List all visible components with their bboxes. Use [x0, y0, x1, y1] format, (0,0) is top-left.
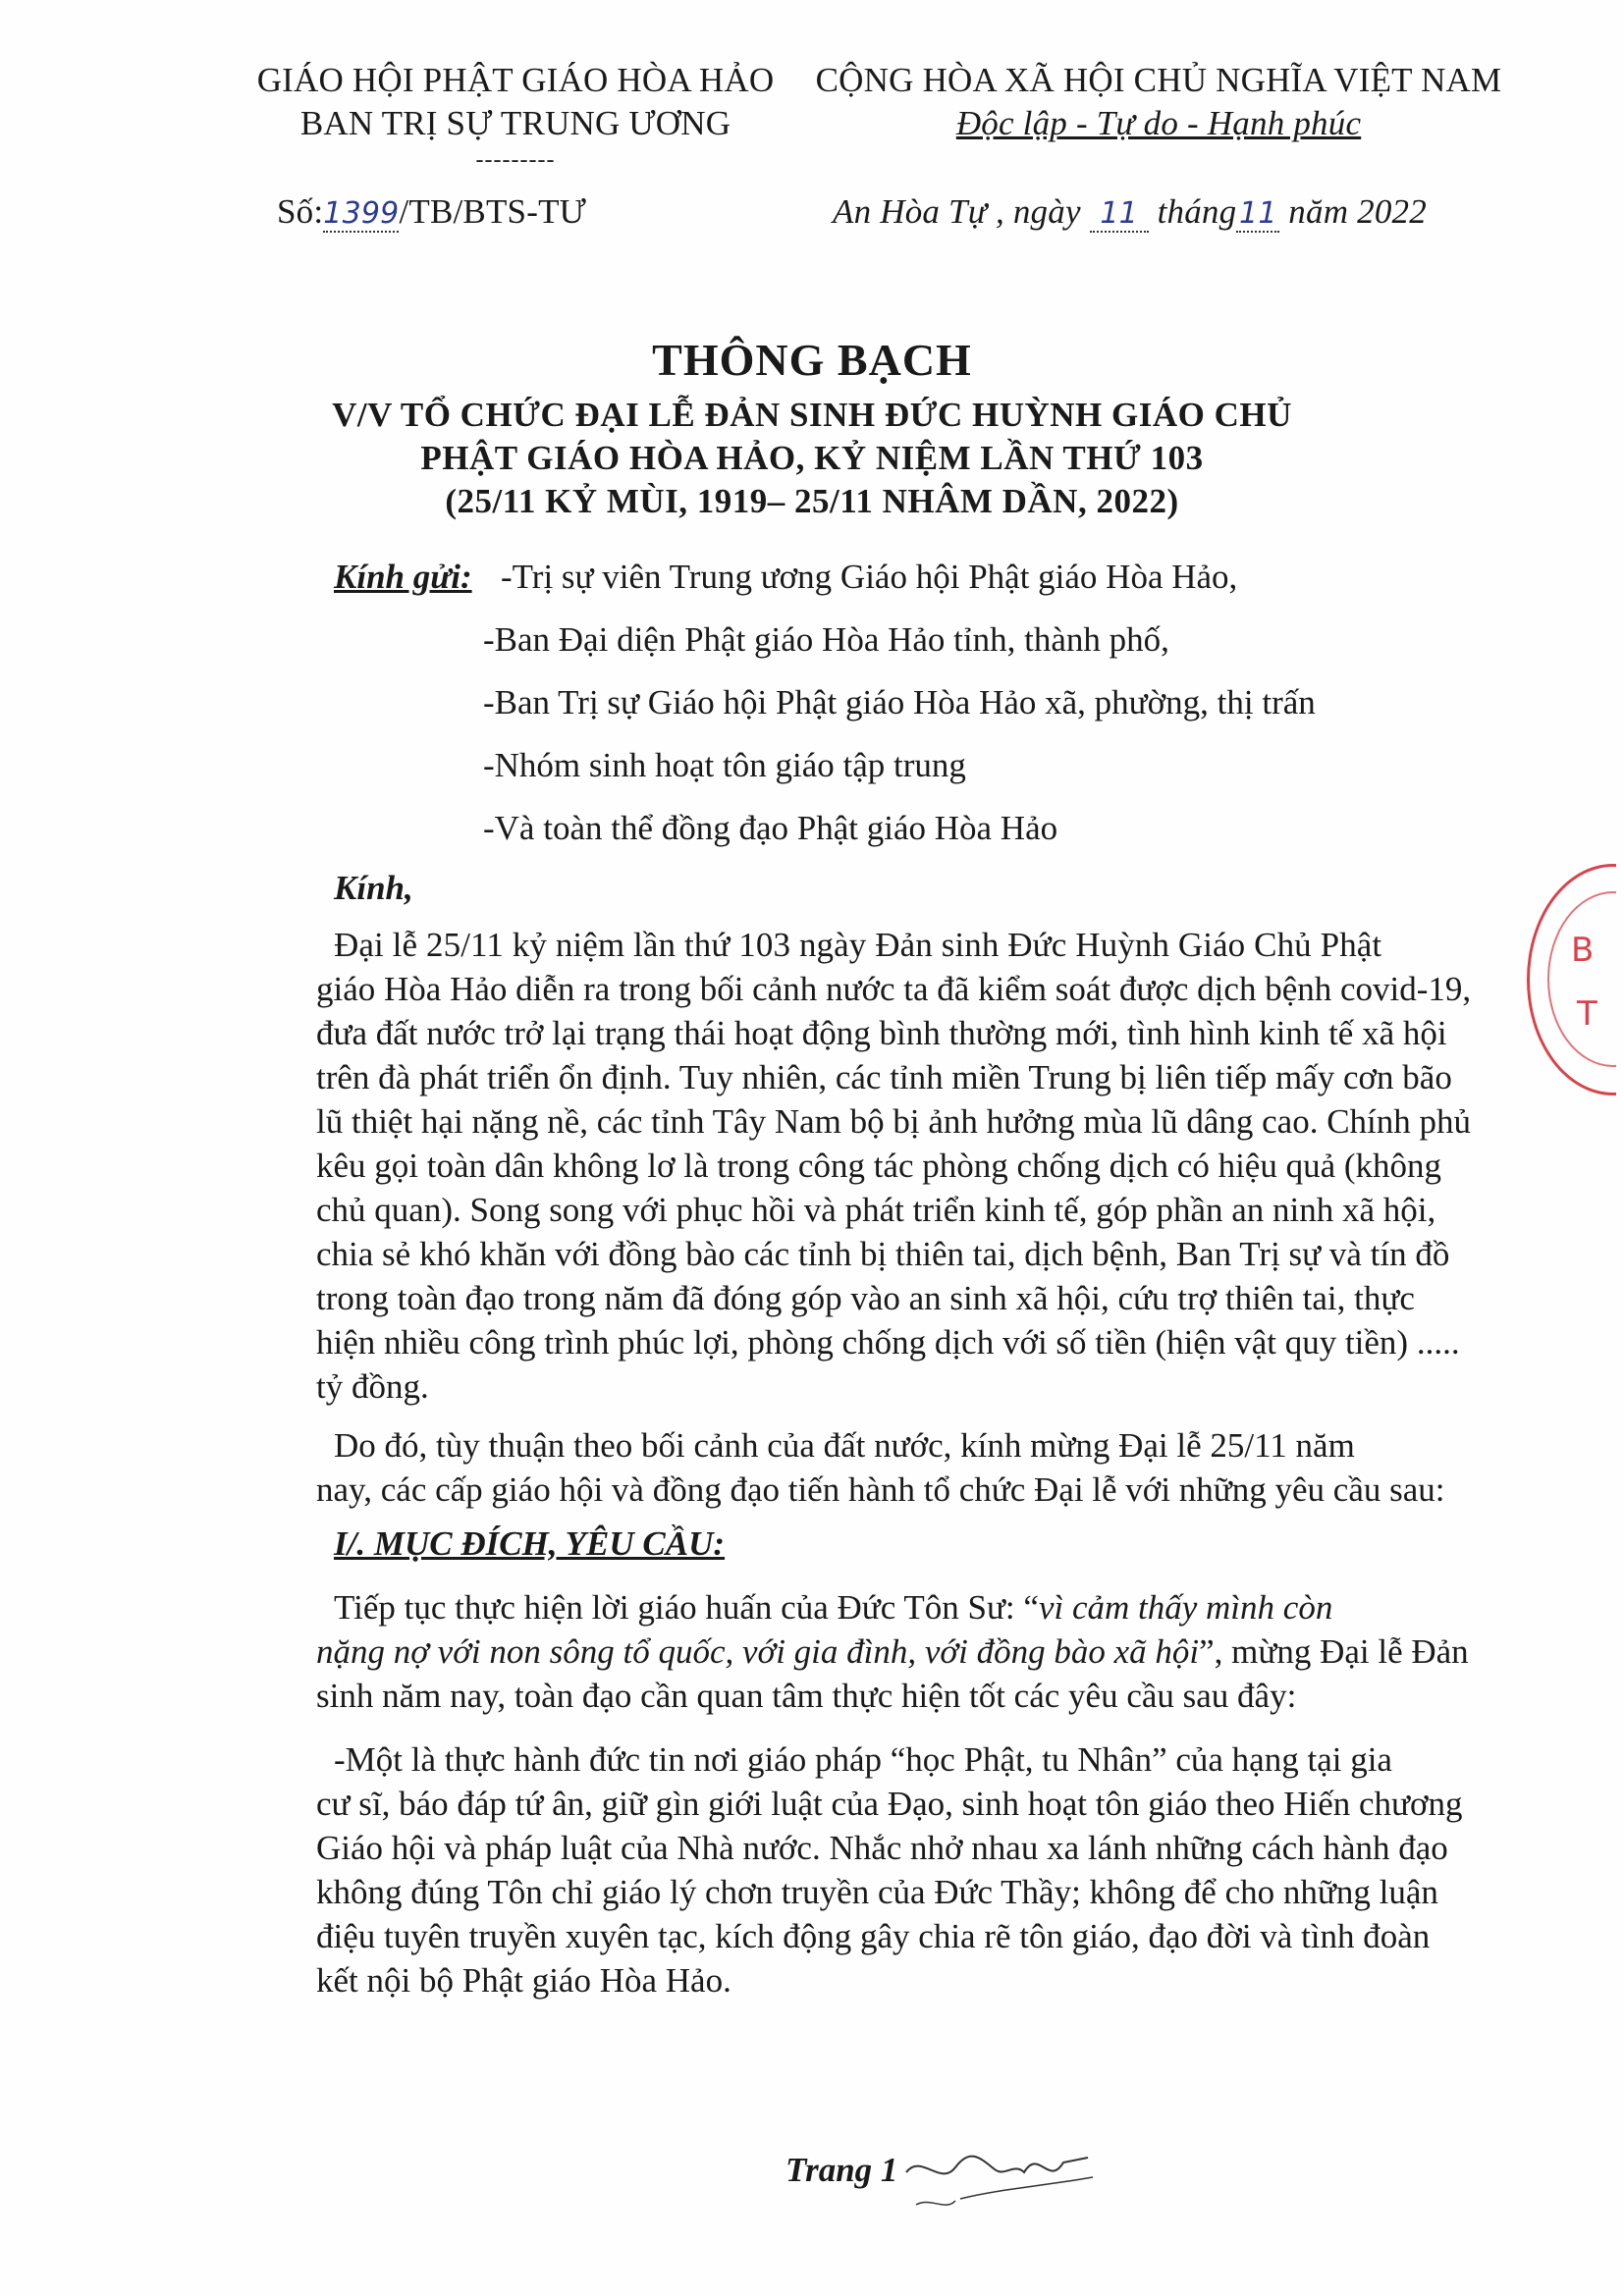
paragraph-line	[316, 1629, 1485, 1674]
date-prefix: An Hòa Tự , ngày	[833, 192, 1081, 231]
page-number: Trang 1	[785, 2151, 898, 2189]
official-seal	[1527, 864, 1624, 1095]
recipients-label: Kính gửi:	[334, 558, 472, 596]
nation-motto: Độc lập - Tự do - Hạnh phúc	[955, 104, 1362, 142]
paragraph-line: lũ thiệt hại nặng nề, các tỉnh Tây Nam bộ bị ảnh hưởng mùa lũ dâng cao. Chính phủ	[316, 1102, 1472, 1141]
paragraph-line: tỷ đồng.	[316, 1367, 429, 1406]
paragraph-line: hiện nhiều công trình phúc lợi, phòng chống dịch với số tiền (hiện vật quy tiền) .....	[316, 1323, 1460, 1362]
paragraph-intro	[316, 1423, 1485, 1512]
document-title: THÔNG BẠCH	[652, 335, 972, 385]
issue-date	[833, 192, 1427, 233]
org-name-line2: BAN TRỊ SỰ TRUNG ƯƠNG	[299, 104, 731, 142]
paragraph-line: trong toàn đạo trong năm đã đóng góp vào an sinh xã hội, cứu trợ thiên tai, thực	[316, 1279, 1415, 1317]
paragraph-line: kêu gọi toàn dân không lơ là trong công tác phòng chống dịch có hiệu quả (không	[316, 1147, 1442, 1185]
recipient-4: -Nhóm sinh hoạt tôn giáo tập trung	[483, 746, 966, 784]
doc-number-prefix: Số:	[277, 192, 324, 231]
paragraph-line: kết nội bộ Phật giáo Hòa Hảo.	[316, 1961, 731, 2000]
date-day: 11	[1090, 196, 1149, 233]
paragraph-line: Giáo hội và pháp luật của Nhà nước. Nhắc nhở nhau xa lánh những cách hành đạo	[316, 1829, 1448, 1867]
org-name-line1: GIÁO HỘI PHẬT GIÁO HÒA HẢO	[256, 61, 775, 99]
page-edge	[1616, 0, 1624, 2296]
paragraph-line: cư sĩ, báo đáp tứ ân, giữ gìn giới luật của Đạo, sinh hoạt tôn giáo theo Hiến chương	[316, 1785, 1463, 1823]
paragraph-line: sinh năm nay, toàn đạo cần quan tâm thực hiện tốt các yêu cầu sau đây:	[316, 1677, 1297, 1715]
section-heading: I/. MỤC ĐÍCH, YÊU CẦU:	[334, 1524, 726, 1563]
recipient-1: -Trị sự viên Trung ương Giáo hội Phật giáo Hòa Hảo,	[501, 558, 1238, 596]
seal-letter: T	[1577, 994, 1597, 1034]
date-year: năm 2022	[1288, 192, 1427, 231]
greeting: Kính,	[334, 869, 413, 907]
paragraph-line: Do đó, tùy thuận theo bối cảnh của đất nước, kính mừng Đại lễ 25/11 năm	[334, 1426, 1355, 1465]
recipient-5: -Và toàn thể đồng đạo Phật giáo Hòa Hảo	[483, 809, 1058, 847]
org-separator: ---------	[475, 147, 556, 173]
quote-text: vì cảm thấy mình còn	[1038, 1588, 1333, 1627]
paragraph-line: không đúng Tôn chỉ giáo lý chơn truyền của Đức Thầy; không để cho những luận	[316, 1873, 1438, 1911]
paragraph-line: -Một là thực hành đức tin nơi giáo pháp “học Phật, tu Nhân” của hạng tại gia	[334, 1740, 1392, 1779]
paragraph-line: đưa đất nước trở lại trạng thái hoạt động bình thường mới, tình hình kinh tế xã hội	[316, 1014, 1447, 1052]
paragraph-line: điệu tuyên truyền xuyên tạc, kích động gây chia rẽ tôn giáo, đạo đời và tình đoàn	[316, 1917, 1431, 1955]
seal-letter: B	[1571, 931, 1595, 970]
nation-name: CỘNG HÒA XÃ HỘI CHỦ NGHĨA VIỆT NAM	[815, 61, 1502, 99]
quote-lead: Tiếp tục thực hiện lời giáo huấn của Đức Tôn Sư: “	[334, 1588, 1039, 1627]
paragraph-requirement-1	[316, 1737, 1485, 2002]
paragraph-teaching	[316, 1585, 1485, 1718]
signature-initials	[901, 2128, 1098, 2216]
recipient-2: -Ban Đại diện Phật giáo Hòa Hảo tỉnh, thành phố,	[483, 620, 1169, 659]
paragraph-line: chia sẻ khó khăn với đồng bào các tỉnh bị thiên tai, dịch bệnh, Ban Trị sự và tín đồ	[316, 1235, 1450, 1273]
recipient-3: -Ban Trị sự Giáo hội Phật giáo Hòa Hảo xã, phường, thị trấn	[483, 683, 1316, 721]
paragraph-line: trên đà phát triển ổn định. Tuy nhiên, các tỉnh miền Trung bị liên tiếp mấy cơn bão	[316, 1058, 1452, 1096]
title-line1: V/V TỔ CHỨC ĐẠI LỄ ĐẢN SINH ĐỨC HUỲNH GIÁO CHỦ	[332, 396, 1292, 434]
title-line3: (25/11 KỶ MÙI, 1919– 25/11 NHÂM DẦN, 2022)	[445, 482, 1179, 520]
paragraph-line: chủ quan). Song song với phục hồi và phát triển kinh tế, góp phần an ninh xã hội,	[316, 1191, 1436, 1229]
quote-tail: ”, mừng Đại lễ Đản	[1199, 1632, 1469, 1671]
title-line2: PHẬT GIÁO HÒA HẢO, KỶ NIỆM LẦN THỨ 103	[420, 439, 1204, 477]
paragraph-line: nay, các cấp giáo hội và đồng đạo tiến hành tổ chức Đại lễ với những yêu cầu sau:	[316, 1470, 1445, 1509]
paragraph-line	[316, 1585, 1485, 1629]
doc-number-handwritten: 1399	[323, 196, 400, 231]
date-month: 11	[1236, 196, 1279, 233]
paragraph-line: giáo Hòa Hảo diễn ra trong bối cảnh nước ta đã kiểm soát được dịch bệnh covid-19,	[316, 970, 1472, 1008]
doc-number	[277, 192, 586, 232]
paragraph-line: Đại lễ 25/11 kỷ niệm lần thứ 103 ngày Đản sinh Đức Huỳnh Giáo Chủ Phật	[334, 926, 1382, 964]
doc-number-suffix: /TB/BTS-TƯ	[399, 192, 587, 231]
paragraph-context	[316, 923, 1485, 1409]
quote-text: nặng nợ với non sông tổ quốc, với gia đình, với đồng bào xã hội	[316, 1632, 1200, 1671]
seal-inner-ring	[1547, 891, 1624, 1067]
date-month-label: tháng	[1157, 192, 1237, 231]
